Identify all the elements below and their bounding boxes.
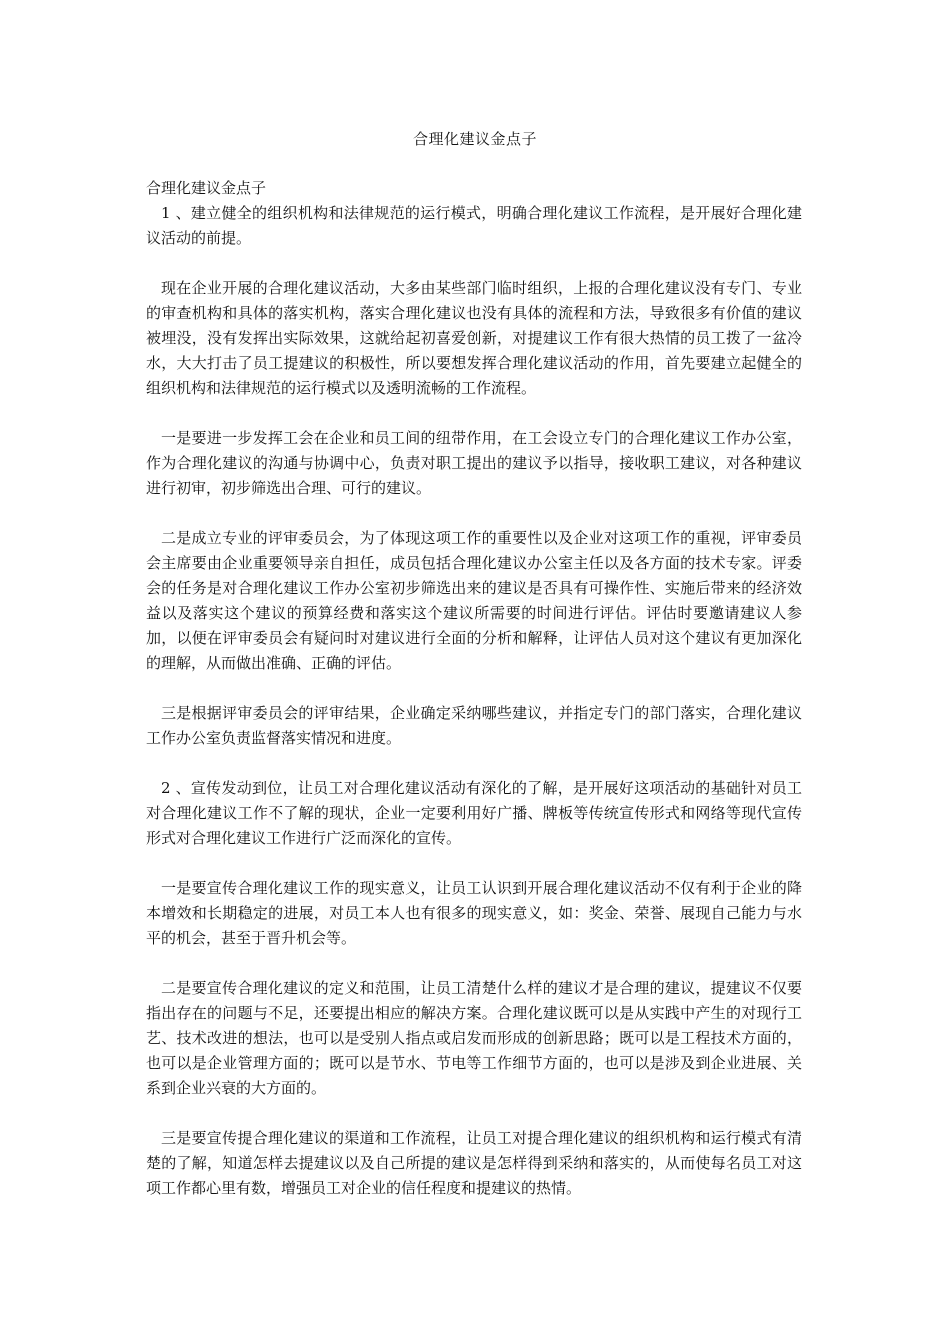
- paragraph-7: 一是要宣传合理化建议工作的现实意义，让员工认识到开展合理化建议活动不仅有利于企业的降本增效和长期稳定的进展，对员工本人也有很多的现实意义，如：奖金、荣誉、展现自己能力与水平的机会，甚至于晋升机会等。: [146, 879, 802, 947]
- paragraph-5: 三是根据评审委员会的评审结果，企业确定采纳哪些建议，并指定专门的部门落实，合理化建议工作办公室负责监督落实情况和进度。: [146, 704, 802, 747]
- paragraph-1: 1 、建立健全的组织机构和法律规范的运行模式，明确合理化建议工作流程，是开展好合理化建议活动的前提。: [146, 204, 802, 247]
- paragraph-4: 二是成立专业的评审委员会，为了体现这项工作的重要性以及企业对这项工作的重视，评审委员会主席要由企业重要领导亲自担任，成员包括合理化建议办公室主任以及各方面的技术专家。评委会的任务是对合理化建议工作办公室初步筛选出来的建议是否具有可操作性、实施后带来的经济效益以及落实这个建议的预算经费和落实这个建议所需要的时间进行评估。评估时要邀请建议人参加，以便在评审委员会有疑问时对建议进行全面的分析和解释，让评估人员对这个建议有更加深化的理解，从而做出准确、正确的评估。: [146, 529, 802, 672]
- paragraph-2: 现在企业开展的合理化建议活动，大多由某些部门临时组织，上报的合理化建议没有专门、专业的审查机构和具体的落实机构，落实合理化建议也没有具体的流程和方法，导致很多有价值的建议被埋没，没有发挥出实际效果，这就给起初喜爱创新，对提建议工作有很大热情的员工拨了一盆冷水，大大打击了员工提建议的积极性，所以要想发挥合理化建议活动的作用，首先要建立起健全的组织机构和法律规范的运行模式以及透明流畅的工作流程。: [146, 279, 802, 397]
- document-title: 合理化建议金点子: [412, 130, 537, 148]
- paragraph-3: 一是要进一步发挥工会在企业和员工间的纽带作用，在工会设立专门的合理化建议工作办公室，作为合理化建议的沟通与协调中心，负责对职工提出的建议予以指导，接收职工建议，对各种建议进行初审，初步筛选出合理、可行的建议。: [146, 429, 802, 497]
- section-heading: 合理化建议金点子: [146, 179, 267, 197]
- paragraph-9: 三是要宣传提合理化建议的渠道和工作流程，让员工对提合理化建议的组织机构和运行模式有清楚的了解，知道怎样去提建议以及自己所提的建议是怎样得到采纳和落实的，从而使每名员工对这项工作都心里有数，增强员工对企业的信任程度和提建议的热情。: [146, 1129, 802, 1197]
- document-body: [146, 176, 802, 1201]
- paragraph-8: 二是要宣传合理化建议的定义和范围，让员工清楚什么样的建议才是合理的建议，提建议不仅要指出存在的问题与不足，还要提出相应的解决方案。合理化建议既可以是从实践中产生的对现行工艺、技术改进的想法，也可以是受别人指点或启发而形成的创新思路；既可以是工程技术方面的，也可以是企业管理方面的；既可以是节水、节电等工作细节方面的，也可以是涉及到企业进展、关系到企业兴衰的大方面的。: [146, 979, 802, 1097]
- paragraph-6: 2 、宣传发动到位，让员工对合理化建议活动有深化的了解，是开展好这项活动的基础针对员工对合理化建议工作不了解的现状，企业一定要利用好广播、牌板等传统宣传形式和网络等现代宣传形式对合理化建议工作进行广泛而深化的宣传。: [146, 779, 802, 847]
